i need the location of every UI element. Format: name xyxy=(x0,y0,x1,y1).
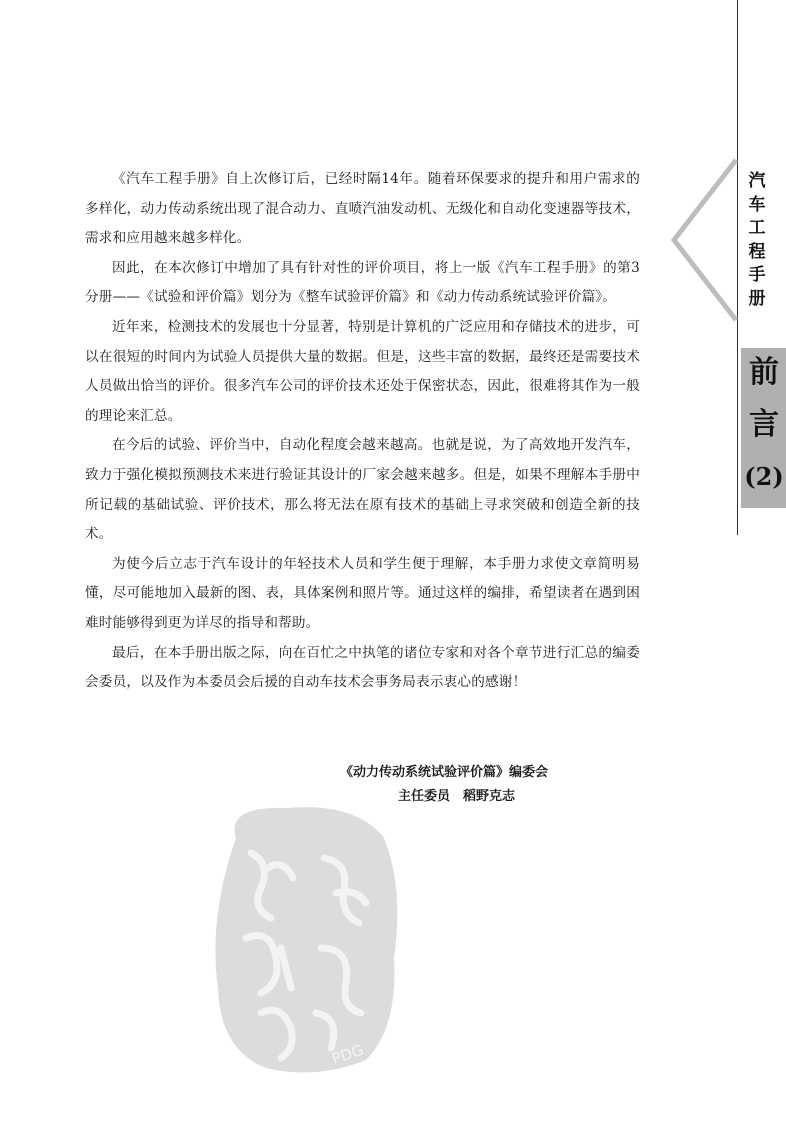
committee-name: 《动力传动系统试验评价篇》编委会 xyxy=(340,765,549,780)
seal-label: PDG xyxy=(329,1040,366,1068)
book-title-char: 手 xyxy=(748,265,766,285)
book-title-char: 程 xyxy=(748,241,766,262)
book-title-char: 册 xyxy=(748,288,766,309)
chevron-left-icon xyxy=(668,158,738,328)
preface-body xyxy=(85,165,640,698)
book-title-vertical xyxy=(742,170,772,311)
section-heading-number: (2) xyxy=(744,462,784,491)
section-heading-char: 言 xyxy=(749,407,779,442)
paragraph-5: 为使今后立志于汽车设计的年轻技术人员和学生便于理解，本手册力求使文章简明易懂，尽可能地加入最新的图、表，具体案例和照片等。通过这样的编排，希望读者在遇到困难时能够得到更为详尽的指导和帮助。 xyxy=(85,555,640,631)
paragraph-2: 因此，在本次修订中增加了具有针对性的评价项目，将上一版《汽车工程手册》的第3分册——《试验和评价篇》划分为《整车试验评价篇》和《动力传动系统试验评价篇》。 xyxy=(85,259,640,306)
paragraph-1: 《汽车工程手册》自上次修订后，已经时隔14年。随着环保要求的提升和用户需求的多样化，动力传动系统出现了混合动力、直喷汽油发动机、无级化和自动化变速器等技术，需求和应用越来越多样化。 xyxy=(85,171,640,247)
section-heading-tab xyxy=(741,348,786,508)
section-heading-char: 前 xyxy=(749,355,779,390)
committee-chair: 主任委员 稻野克志 xyxy=(398,789,516,804)
seal-watermark xyxy=(206,798,406,1078)
paragraph-4: 在今后的试验、评价当中，自动化程度会越来越高。也就是说，为了高效地开发汽车，致力于强化模拟预测技术来进行验证其设计的厂家会越来越多。但是，如果不理解本手册中所记载的基础试验、评价技术，那么将无法在原有技术的基础上寻求突破和创造全新的技术。 xyxy=(85,437,640,543)
book-title-char: 工 xyxy=(748,218,766,238)
paragraph-3: 近年来，检测技术的发展也十分显著，特别是计算机的广泛应用和存储技术的进步，可以在很短的时间内为试验人员提供大量的数据。但是，这些丰富的数据，最终还是需要技术人员做出恰当的评价。很多汽车公司的评价技术还处于保密状态，因此，很难将其作为一般的理论来汇总。 xyxy=(85,318,640,424)
paragraph-6: 最后，在本手册出版之际，向在百忙之中执笔的诸位专家和对各个章节进行汇总的编委会委员，以及作为本委员会后援的自动车技术会事务局表示衷心的感谢！ xyxy=(85,644,640,691)
book-title-char: 汽 xyxy=(748,171,766,191)
book-title-char: 车 xyxy=(748,194,766,215)
